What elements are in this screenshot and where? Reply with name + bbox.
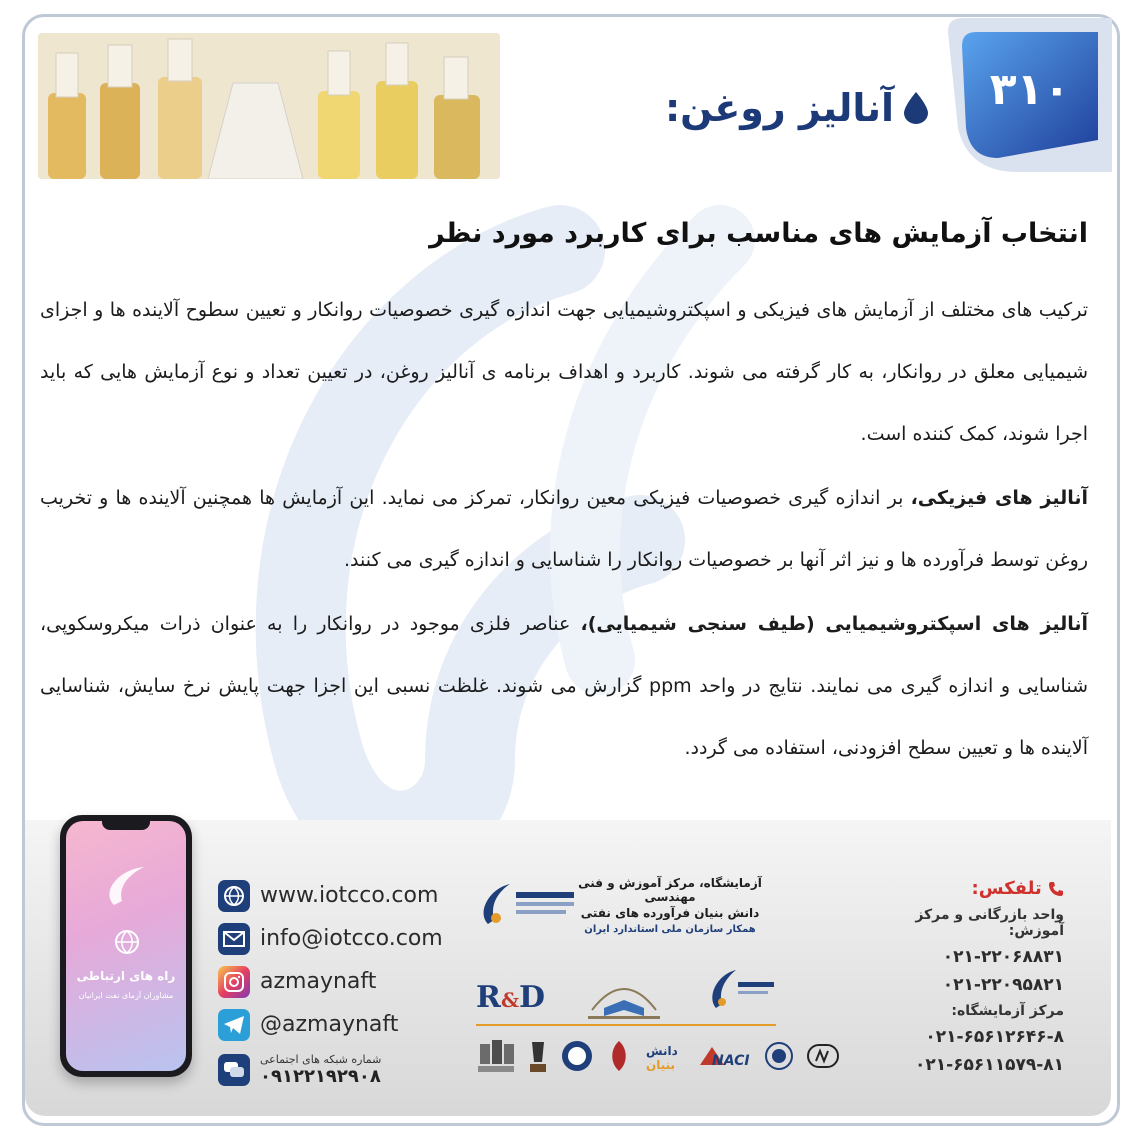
iran-emblem-icon xyxy=(606,1039,632,1073)
paragraph-physical xyxy=(40,467,1088,591)
page-number-badge xyxy=(948,18,1112,172)
spectro-analysis-text: عناصر فلزی موجود در روانکار را به عنوان ذرات میکروسکوپی، شناسایی و اندازه گیری می نمایند. نتایج در واحد ppm گزارش می شوند. غلظت نسبی این اجزا جهت پایش نرخ سایش، شناسایی آلاینده ها و تعیین سطح افزودنی، استفاده می گردد. xyxy=(40,613,1088,759)
section-title: آنالیز روغن: xyxy=(664,86,894,130)
globe-icon xyxy=(218,880,250,912)
iotc-small-logo xyxy=(706,964,776,1014)
lab-bottles-photo xyxy=(38,33,500,179)
isiri-logo xyxy=(806,1041,840,1071)
website-row[interactable] xyxy=(218,874,443,917)
instagram-row[interactable] xyxy=(218,960,443,1003)
contact-list xyxy=(218,874,443,1094)
lab-line-2: دانش بنیان فرآورده های نفتی xyxy=(580,906,760,920)
instagram-handle[interactable]: azmaynaft xyxy=(260,969,377,994)
svg-text:NACI: NACI xyxy=(712,1053,750,1069)
cert-logos-row xyxy=(476,1038,840,1074)
social-number-label: شماره شبکه های اجتماعی xyxy=(260,1053,382,1066)
danesh-bonyan-logo xyxy=(644,1039,686,1073)
instagram-icon xyxy=(218,966,250,998)
lab-line-3: همکار سازمان ملی استاندارد ایران xyxy=(584,924,756,935)
sales-phone-1[interactable]: ۰۲۱-۲۲۰۶۸۸۳۱ xyxy=(942,947,1064,967)
svg-text:دانش: دانش xyxy=(646,1044,678,1058)
telefax-label: تلفکس: xyxy=(864,878,1064,899)
physical-analysis-term: آنالیز های فیزیکی، xyxy=(910,487,1088,509)
iso-17025-icon xyxy=(764,1041,794,1071)
phone-subtitle: مشاوران آزمای نفت ایرانیان xyxy=(78,991,174,1000)
paragraph-spectro xyxy=(40,593,1088,779)
telegram-row[interactable] xyxy=(218,1003,443,1046)
rd-logo: R&D xyxy=(476,980,546,1015)
lab-description xyxy=(570,876,770,935)
award-icon xyxy=(528,1038,548,1074)
lab-phone-1[interactable]: ۰۲۱-۶۵۶۱۲۶۴۶-۸ xyxy=(925,1027,1064,1047)
paragraph-intro: ترکیب های مختلف از آزمایش های فیزیکی و اسپکتروشیمیایی جهت اندازه گیری خصوصیات روانکار و تعیین سطوح آلاینده ها و اجزای شیمیایی معلق در روانکار، به کار گرفته می شوند. کاربرد و اهداف برنامه ی آنالیز روغن، در تعیین تعداد و نوع آزمایش هایی که باید اجرا شوند، کمک کننده است. xyxy=(40,299,1088,445)
oil-drop-icon xyxy=(904,92,928,124)
phone-screen xyxy=(66,821,186,1071)
naci-logo xyxy=(698,1041,752,1071)
physical-analysis-text: بر اندازه گیری خصوصیات فیزیکی معین روانکار، تمرکز می نماید. این آزمایش ها همچنین آلاینده ها و تخریب روغن توسط فرآورده ها و نیز اثر آنها بر خصوصیات روانکار را شناسایی و اندازه گیری می کنند. xyxy=(40,487,1088,571)
telegram-handle[interactable]: @azmaynaft xyxy=(260,1012,399,1037)
phone-mockup xyxy=(60,815,192,1077)
social-number-row[interactable] xyxy=(218,1046,443,1094)
standard-seal-icon xyxy=(560,1039,594,1073)
article-heading: انتخاب آزمایش های مناسب برای کاربرد مورد نظر xyxy=(429,218,1088,249)
website-link[interactable]: www.iotcco.com xyxy=(260,883,439,908)
company-logo-icon xyxy=(100,861,154,915)
sales-phone-2[interactable]: ۰۲۱-۲۲۰۹۵۸۲۱ xyxy=(942,975,1064,995)
section-header xyxy=(665,86,928,130)
lab-phone-2[interactable]: ۰۲۱-۶۵۶۱۱۵۷۹-۸۱ xyxy=(915,1055,1064,1075)
iotc-logo xyxy=(476,878,576,930)
page-number: ۳۱۰ xyxy=(989,64,1071,115)
sales-label: واحد بازرگانی و مرکز آموزش: xyxy=(915,907,1064,939)
chat-icon xyxy=(218,1054,250,1086)
telegram-icon xyxy=(218,1009,250,1041)
phone-icon xyxy=(1048,881,1064,897)
certifications-block xyxy=(470,868,770,1088)
book-seal-logo xyxy=(582,964,666,1022)
trophy-cups-icon xyxy=(476,1038,516,1074)
globe-icon xyxy=(114,929,140,955)
spectro-analysis-term: آنالیز های اسپکتروشیمیایی (طیف سنجی شیمیایی)، xyxy=(580,613,1088,635)
email-link[interactable]: info@iotcco.com xyxy=(260,926,443,951)
mail-icon xyxy=(218,923,250,955)
lab-phone-label: مرکز آزمایشگاه: xyxy=(951,1003,1064,1019)
phone-title: راه های ارتباطی xyxy=(76,969,176,983)
lab-line-1: آزمایشگاه، مرکز آموزش و فنی مهندسی xyxy=(578,876,762,904)
social-number[interactable]: ۰۹۱۲۲۱۹۲۹۰۸ xyxy=(260,1066,381,1087)
email-row[interactable] xyxy=(218,917,443,960)
phone-numbers-block xyxy=(864,878,1064,1075)
svg-text:بنیان: بنیان xyxy=(646,1058,676,1072)
article-body xyxy=(40,218,1088,781)
